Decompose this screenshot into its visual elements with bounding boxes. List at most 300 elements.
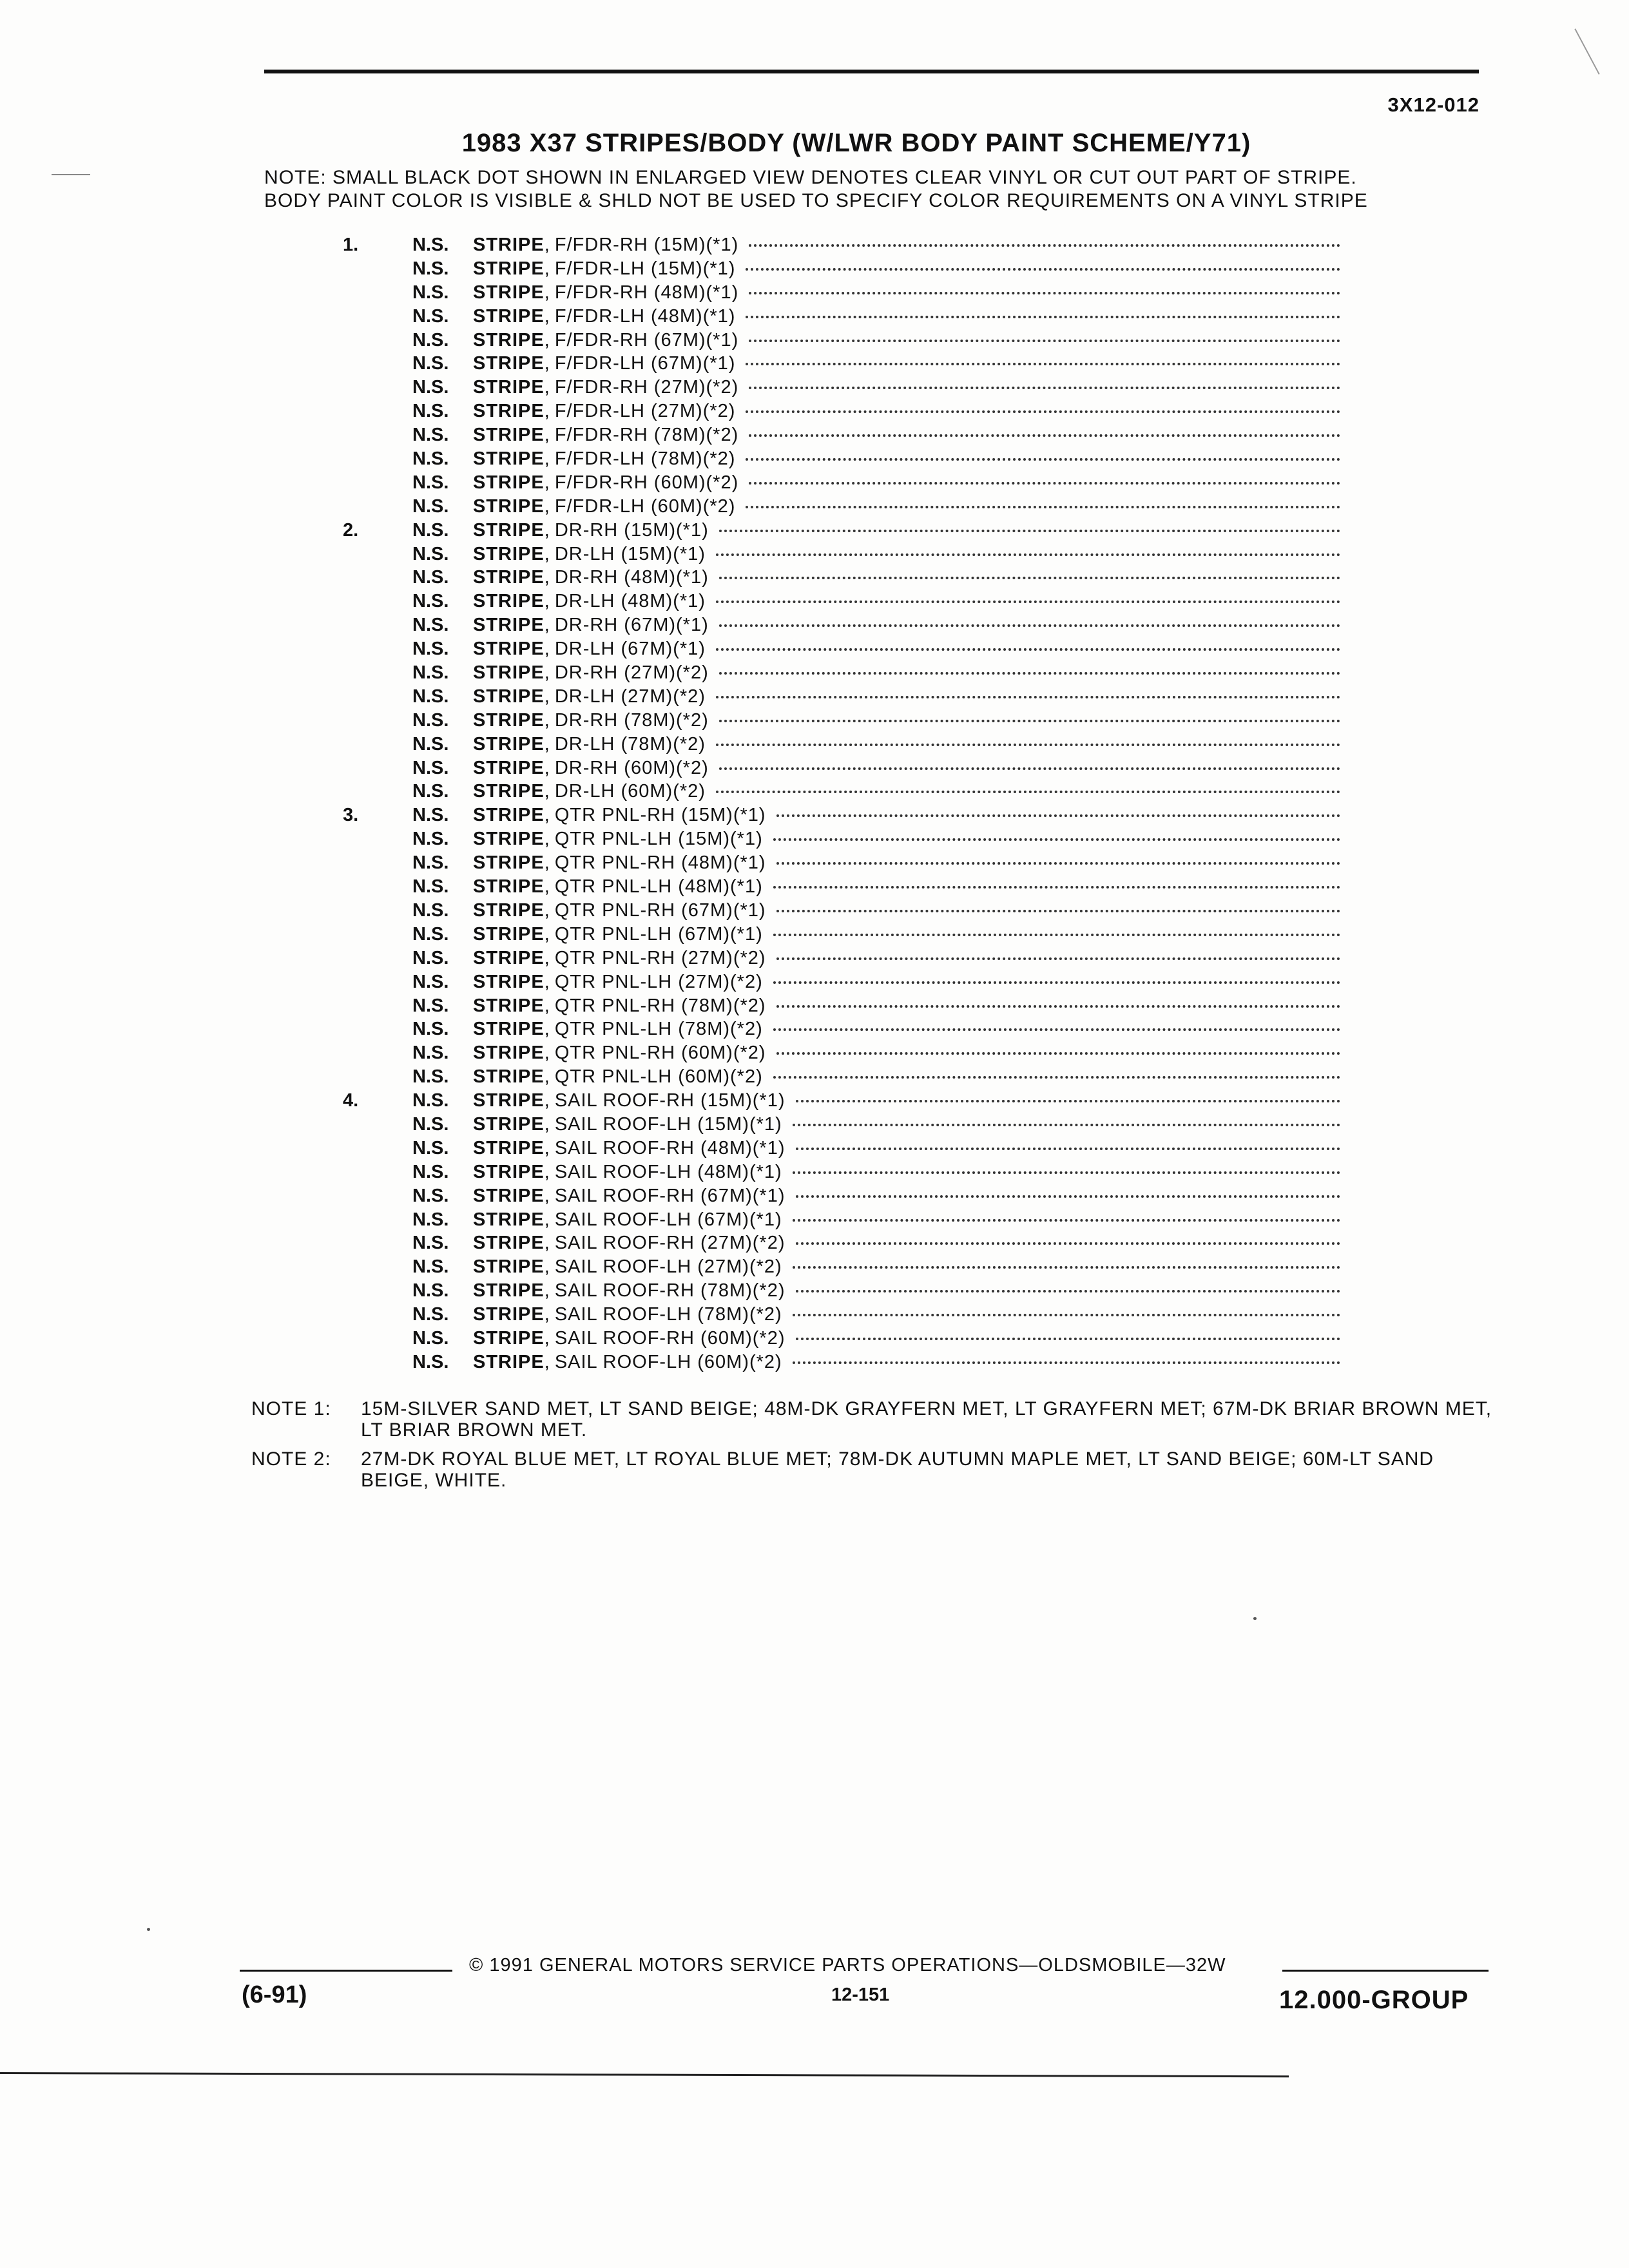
part-name: STRIPE [473,852,545,874]
list-item [335,352,1379,376]
ns-code: N.S. [412,923,449,945]
part-name: STRIPE [473,733,545,754]
part-description: QTR PNL-RH (60M)(*2) [554,1043,766,1064]
part-description: DR-RH (27M)(*2) [554,662,709,684]
part-name: STRIPE [473,971,545,992]
dot-leader [716,791,1340,793]
separator: , [544,1090,550,1111]
dot-leader [716,648,1340,651]
ns-code: N.S. [412,995,449,1016]
dot-leader [776,814,1340,817]
part-description: DR-LH (78M)(*2) [554,733,706,754]
part-description: SAIL ROOF-RH (67M)(*1) [554,1185,786,1206]
list-item [335,875,1379,899]
ns-code: N.S. [412,639,449,660]
part-name: STRIPE [473,662,545,684]
row-text [412,423,1340,447]
item-group [335,803,1379,1089]
part-description: F/FDR-LH (48M)(*1) [554,305,736,327]
list-item [335,1255,1379,1279]
part-description: DR-RH (67M)(*1) [554,615,709,636]
ns-code: N.S. [412,1351,449,1372]
ns-code: N.S. [412,282,449,303]
part-name: STRIPE [473,1256,545,1278]
dot-leader [793,1314,1340,1316]
row-text [412,899,1340,923]
separator: , [544,1280,550,1302]
scan-mark [1253,1617,1257,1620]
bottom-rule [0,2072,1289,2077]
dot-leader [719,624,1340,627]
list-item [335,1160,1379,1184]
separator: , [544,543,550,564]
dot-leader [749,244,1340,247]
separator: , [544,591,550,612]
part-name: STRIPE [473,282,545,303]
part-name: STRIPE [473,353,545,374]
item-number: 3. [343,805,359,826]
part-name: STRIPE [473,947,545,968]
row-text [412,1255,1340,1279]
ns-code: N.S. [412,235,449,255]
separator: , [544,258,550,279]
ns-code: N.S. [412,709,449,731]
row-text [412,1184,1340,1208]
separator: , [544,567,550,588]
separator: , [544,971,550,992]
list-item [335,947,1379,970]
dot-leader [746,363,1340,365]
dot-leader [716,553,1340,556]
dot-leader [773,1076,1340,1079]
list-item [335,661,1379,685]
dot-leader [776,1005,1340,1008]
row-text [412,1208,1340,1232]
part-name: STRIPE [473,567,545,588]
ns-code: N.S. [412,353,449,374]
part-name: STRIPE [473,258,545,279]
ns-code: N.S. [412,472,449,493]
part-name: STRIPE [473,305,545,327]
ns-code: N.S. [412,1280,449,1302]
separator: , [544,899,550,921]
part-description: F/FDR-LH (67M)(*1) [554,353,736,374]
part-name: STRIPE [473,709,545,731]
row-text [412,947,1340,970]
part-name: STRIPE [473,1351,545,1372]
part-name: STRIPE [473,591,545,612]
ns-code: N.S. [412,329,449,351]
separator: , [544,1043,550,1064]
ns-code: N.S. [412,1185,449,1206]
row-text [412,1327,1340,1350]
dot-leader [793,1124,1340,1126]
scan-mark [147,1928,150,1931]
row-text [412,994,1340,1018]
dot-leader [746,458,1340,461]
ns-code: N.S. [412,1209,449,1230]
list-item [335,733,1379,756]
part-description: SAIL ROOF-RH (48M)(*1) [554,1137,786,1158]
row-text [412,756,1340,780]
ns-code: N.S. [412,829,449,850]
dot-leader [796,1100,1341,1102]
separator: , [544,1185,550,1206]
part-description: SAIL ROOF-LH (78M)(*2) [554,1304,782,1325]
top-note-line-2: BODY PAINT COLOR IS VISIBLE & SHLD NOT BE USED TO SPECIFY COLOR REQUIREMENTS ON A VINYL STRIPE [264,190,1368,211]
list-item [335,1041,1379,1065]
part-description: F/FDR-RH (60M)(*2) [554,472,739,493]
list-item [335,590,1379,613]
dot-leader [796,1148,1341,1150]
part-name: STRIPE [473,1137,545,1158]
dot-leader [716,601,1340,603]
list-item [335,803,1379,827]
ns-code: N.S. [412,1113,449,1135]
separator: , [544,519,550,541]
part-description: QTR PNL-RH (78M)(*2) [554,995,766,1016]
part-description: SAIL ROOF-LH (67M)(*1) [554,1209,782,1230]
dot-leader [719,577,1340,579]
part-description: SAIL ROOF-RH (27M)(*2) [554,1233,786,1254]
separator: , [544,709,550,731]
row-text [412,851,1340,875]
row-text [412,399,1340,423]
row-text [412,733,1340,756]
ns-code: N.S. [412,781,449,802]
row-text [412,709,1340,733]
part-description: F/FDR-RH (48M)(*1) [554,282,739,303]
separator: , [544,1209,550,1230]
note-label: NOTE 2: [251,1448,331,1470]
row-text [412,1041,1340,1065]
list-item [335,637,1379,661]
part-name: STRIPE [473,757,545,778]
footer-rule-right [1282,1970,1489,1972]
ns-code: N.S. [412,971,449,992]
separator: , [544,757,550,778]
list-item [335,1350,1379,1374]
item-number: 2. [343,519,359,541]
part-description: F/FDR-RH (27M)(*2) [554,377,739,398]
part-name: STRIPE [473,235,545,255]
list-item [335,685,1379,709]
part-description: SAIL ROOF-LH (48M)(*1) [554,1161,782,1182]
dot-leader [793,1361,1340,1364]
top-note-line-1: NOTE: SMALL BLACK DOT SHOWN IN ENLARGED VIEW DENOTES CLEAR VINYL OR CUT OUT PART OF STRIPE. [264,167,1357,188]
list-item [335,1017,1379,1041]
row-text [412,1065,1340,1089]
ns-code: N.S. [412,733,449,754]
dot-leader [719,530,1340,532]
row-text [412,257,1340,281]
dot-leader [776,957,1340,960]
row-text [412,495,1340,519]
row-text [412,827,1340,851]
row-text [412,305,1340,329]
list-item [335,329,1379,352]
separator: , [544,1066,550,1088]
separator: , [544,235,550,255]
separator: , [544,923,550,945]
separator: , [544,947,550,968]
item-number: 4. [343,1090,359,1111]
ns-code: N.S. [412,662,449,684]
separator: , [544,733,550,754]
list-item [335,1113,1379,1137]
list-item [335,543,1379,566]
parts-list [335,233,1379,1374]
part-description: QTR PNL-LH (67M)(*1) [554,923,763,945]
part-name: STRIPE [473,1280,545,1302]
row-text [412,685,1340,709]
list-item [335,613,1379,637]
dot-leader [746,316,1340,318]
list-item [335,376,1379,399]
separator: , [544,1137,550,1158]
part-name: STRIPE [473,1161,545,1182]
row-text [412,590,1340,613]
part-description: DR-RH (60M)(*2) [554,757,709,778]
dot-leader [749,292,1340,294]
part-description: QTR PNL-LH (27M)(*2) [554,971,763,992]
separator: , [544,876,550,898]
part-description: DR-LH (67M)(*1) [554,639,706,660]
row-text [412,376,1340,399]
list-item [335,994,1379,1018]
list-item [335,471,1379,495]
part-description: QTR PNL-RH (48M)(*1) [554,852,766,874]
separator: , [544,852,550,874]
part-name: STRIPE [473,876,545,898]
part-description: SAIL ROOF-RH (15M)(*1) [554,1090,786,1111]
part-description: DR-LH (27M)(*2) [554,686,706,707]
part-description: DR-LH (48M)(*1) [554,591,706,612]
separator: , [544,1327,550,1349]
separator: , [544,1161,550,1182]
part-description: DR-RH (15M)(*1) [554,519,709,541]
part-name: STRIPE [473,1185,545,1206]
item-number: 1. [343,235,359,255]
row-text [412,566,1340,590]
part-name: STRIPE [473,1233,545,1254]
group-code: 12.000-GROUP [1279,1986,1469,2014]
separator: , [544,353,550,374]
separator: , [544,282,550,303]
list-item [335,709,1379,733]
part-name: STRIPE [473,448,545,470]
list-item [335,756,1379,780]
part-description: F/FDR-LH (60M)(*2) [554,495,736,517]
scan-mark [52,174,90,175]
separator: , [544,401,550,422]
separator: , [544,448,550,470]
part-description: F/FDR-RH (78M)(*2) [554,425,739,446]
row-text [412,661,1340,685]
list-item [335,1137,1379,1160]
part-name: STRIPE [473,639,545,660]
scan-mark [1574,28,1599,75]
part-description: SAIL ROOF-RH (78M)(*2) [554,1280,786,1302]
ns-code: N.S. [412,448,449,470]
dot-leader [773,981,1340,984]
list-item [335,851,1379,875]
part-name: STRIPE [473,401,545,422]
list-item [335,495,1379,519]
ns-code: N.S. [412,805,449,826]
part-name: STRIPE [473,615,545,636]
separator: , [544,1233,550,1254]
footer-rule-left [240,1970,452,1972]
part-name: STRIPE [473,495,545,517]
dot-leader [749,434,1340,437]
separator: , [544,1351,550,1372]
ns-code: N.S. [412,947,449,968]
part-name: STRIPE [473,543,545,564]
top-rule [264,70,1479,73]
separator: , [544,1113,550,1135]
separator: , [544,377,550,398]
ns-code: N.S. [412,852,449,874]
dot-leader [793,1266,1340,1269]
dot-leader [796,1195,1341,1198]
part-name: STRIPE [473,472,545,493]
part-description: F/FDR-LH (78M)(*2) [554,448,736,470]
list-item [335,1327,1379,1350]
part-name: STRIPE [473,1209,545,1230]
part-name: STRIPE [473,805,545,826]
dot-leader [793,1219,1340,1222]
part-name: STRIPE [473,829,545,850]
ns-code: N.S. [412,1233,449,1254]
part-name: STRIPE [473,899,545,921]
part-name: STRIPE [473,923,545,945]
row-text [412,352,1340,376]
part-name: STRIPE [473,995,545,1016]
list-item [335,257,1379,281]
list-item [335,1184,1379,1208]
part-description: F/FDR-LH (15M)(*1) [554,258,736,279]
dot-leader [776,862,1340,865]
top-note [264,166,1368,213]
item-group [335,1089,1379,1374]
item-group [335,519,1379,804]
part-description: SAIL ROOF-LH (27M)(*2) [554,1256,782,1278]
list-item [335,447,1379,471]
dot-leader [796,1290,1341,1293]
part-description: F/FDR-LH (27M)(*2) [554,401,736,422]
dot-leader [773,838,1340,841]
ns-code: N.S. [412,425,449,446]
part-description: QTR PNL-LH (60M)(*2) [554,1066,763,1088]
separator: , [544,472,550,493]
separator: , [544,829,550,850]
ns-code: N.S. [412,543,449,564]
row-text [412,1231,1340,1255]
ns-code: N.S. [412,1327,449,1349]
part-name: STRIPE [473,1327,545,1349]
dot-leader [776,1052,1340,1055]
note-text: 27M-DK ROYAL BLUE MET, LT ROYAL BLUE MET; 78M-DK AUTUMN MAPLE MET, LT SAND BEIGE; 60M-LT SAND BEIGE, WHITE. [361,1448,1434,1491]
list-item [335,899,1379,923]
list-item [335,305,1379,329]
part-description: DR-LH (60M)(*2) [554,781,706,802]
ns-code: N.S. [412,519,449,541]
list-item [335,780,1379,803]
dot-leader [749,387,1340,389]
page-id: 3X12-012 [1387,93,1480,116]
list-item [335,1231,1379,1255]
dot-leader [716,744,1340,746]
separator: , [544,662,550,684]
separator: , [544,639,550,660]
separator: , [544,305,550,327]
part-name: STRIPE [473,1019,545,1040]
copyright-line: © 1991 GENERAL MOTORS SERVICE PARTS OPERATIONS—OLDSMOBILE—32W [469,1955,1226,1975]
ns-code: N.S. [412,401,449,422]
list-item [335,423,1379,447]
row-text [412,1089,1340,1113]
separator: , [544,1019,550,1040]
dot-leader [719,720,1340,722]
part-description: QTR PNL-LH (78M)(*2) [554,1019,763,1040]
row-text [412,637,1340,661]
part-description: F/FDR-RH (15M)(*1) [554,235,739,255]
separator: , [544,686,550,707]
dot-leader [719,767,1340,770]
part-name: STRIPE [473,1113,545,1135]
note-label: NOTE 1: [251,1398,331,1419]
row-text [412,875,1340,899]
part-name: STRIPE [473,1090,545,1111]
list-item [335,281,1379,305]
separator: , [544,781,550,802]
separator: , [544,1256,550,1278]
row-text [412,471,1340,495]
separator: , [544,1304,550,1325]
separator: , [544,995,550,1016]
part-description: QTR PNL-RH (15M)(*1) [554,805,766,826]
date-code: (6-91) [242,1981,307,2008]
ns-code: N.S. [412,1137,449,1158]
list-item [335,970,1379,994]
dot-leader [773,1028,1340,1031]
part-description: QTR PNL-LH (15M)(*1) [554,829,763,850]
list-item [335,566,1379,590]
page-title: 1983 X37 STRIPES/BODY (W/LWR BODY PAINT SCHEME/Y71) [461,129,1251,157]
row-text [412,1279,1340,1303]
row-text [412,1017,1340,1041]
dot-leader [773,934,1340,936]
row-text [412,1137,1340,1160]
list-item [335,519,1379,543]
row-text [412,329,1340,352]
separator: , [544,615,550,636]
row-text [412,281,1340,305]
part-description: DR-LH (15M)(*1) [554,543,706,564]
ns-code: N.S. [412,686,449,707]
separator: , [544,329,550,351]
color-notes [251,1398,1495,1499]
ns-code: N.S. [412,495,449,517]
dot-leader [719,672,1340,675]
separator: , [544,805,550,826]
list-item [335,1279,1379,1303]
part-name: STRIPE [473,686,545,707]
ns-code: N.S. [412,615,449,636]
part-description: SAIL ROOF-LH (15M)(*1) [554,1113,782,1135]
separator: , [544,495,550,517]
